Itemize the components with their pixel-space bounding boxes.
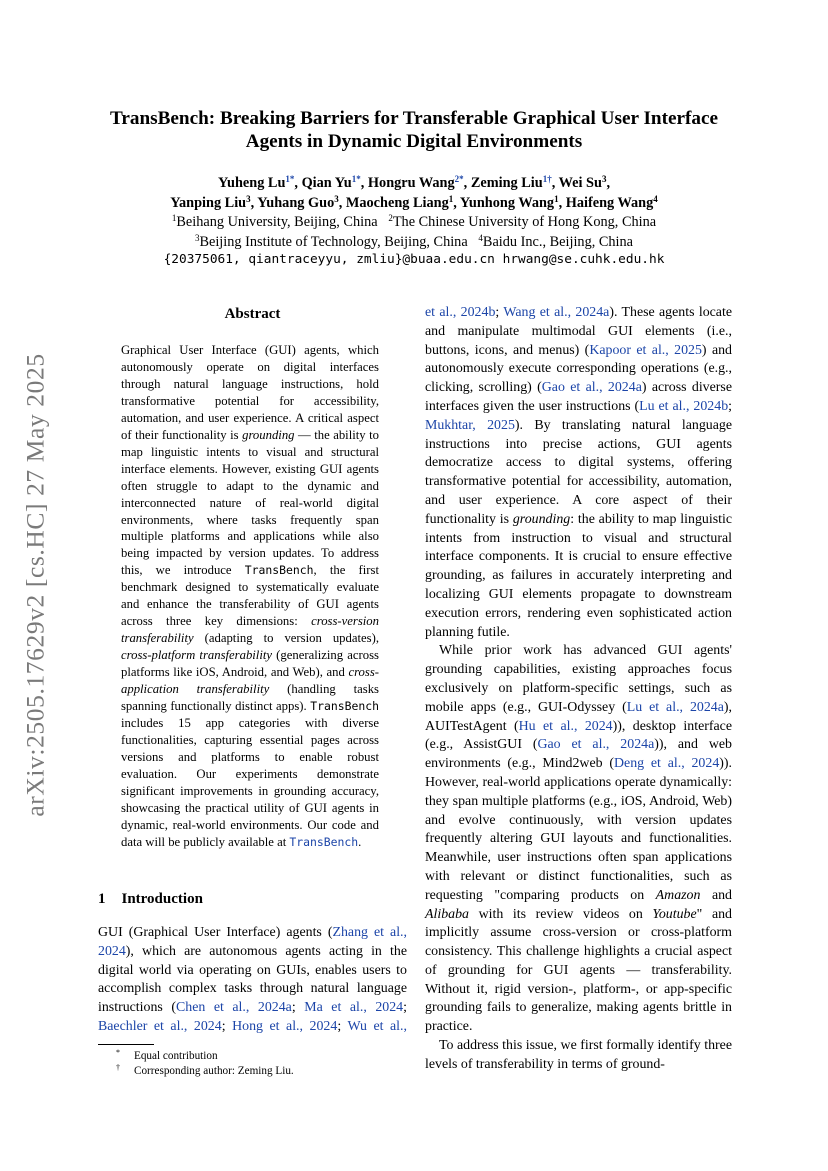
- intro-text: )). However, real-world applications operate dynamically: they span multiple platforms (e.g., iOS, Android, Web) and evolve continuously, with version updates frequently altering GUI layouts and functionalities. Meanwhile, user instructions often span applications with relevant or distinct functionalities, such as requesting "comparing products on: [425, 756, 733, 903]
- section-title: Introduction: [121, 891, 203, 907]
- arxiv-id: arXiv:2505.17629v2 [cs.HC] 27 May 2025: [21, 353, 50, 817]
- right-column: [425, 304, 732, 1075]
- footnote-1: [116, 1049, 218, 1063]
- paper-title: [80, 107, 748, 153]
- author-sup: 3: [601, 174, 607, 184]
- intro-text: ;: [728, 398, 732, 414]
- intro-text: ). By translating natural language instructions into precise actions, GUI agents democratize access to digital systems, offering transformative potential for accessibility, automation, and user experience. A core aspect of their functionality is: [425, 417, 732, 527]
- affiliation: Beijing Institute of Technology, Beijing, China: [199, 234, 468, 250]
- intro-text: " and implicitly assume cross-version or cross-platform consistency. This challenge highlights a crucial aspect of grounding for GUI agents — transferability. Without it, rigid version-, platform-, or app-specific grounding fails to generalize, making agents brittle in practice.: [425, 906, 733, 1035]
- author-sup: 1*: [351, 174, 361, 184]
- benchmark-name: TransBench: [310, 699, 379, 714]
- affiliations-line-2: [80, 232, 748, 252]
- author-list: [80, 173, 748, 213]
- citation-link[interactable]: Zhang et al., 2024: [98, 925, 407, 959]
- author-sup: 1*: [285, 174, 295, 184]
- author-name: Yanping Liu: [170, 195, 247, 211]
- intro-text: ;: [403, 1000, 407, 1016]
- citation-link[interactable]: Baechler et al., 2024: [98, 1018, 222, 1034]
- affiliation: Baidu Inc., Beijing, China: [482, 234, 634, 250]
- intro-emph: Amazon: [655, 887, 701, 903]
- email-group-1: {20375061, qiantraceyyu, zmliu}@buaa.edu.cn: [163, 252, 495, 267]
- introduction-heading: [98, 891, 203, 908]
- author-sup: 1: [554, 194, 559, 204]
- intro-text: GUI (Graphical User Interface) agents (: [98, 925, 333, 940]
- author-name: Zeming Liu: [470, 175, 543, 191]
- abstract-text: (generalizing across platforms like iOS, Android, and Web), and: [121, 648, 379, 680]
- abstract-body: [121, 342, 379, 851]
- footnote-2: [116, 1064, 294, 1078]
- intro-text: ;: [495, 305, 504, 320]
- section-number: 1: [98, 891, 106, 907]
- author-name: Yuheng Lu: [217, 175, 286, 191]
- citation-link[interactable]: Deng et al., 2024: [614, 756, 720, 772]
- intro-text: ;: [337, 1018, 348, 1034]
- abstract-emph: cross-version transferability: [121, 614, 379, 646]
- intro-text: While prior work has advanced GUI agents' grounding capabilities, existing approaches focus exclusively on platform-specific settings, such as mobile apps (e.g., GUI-Odyssey (: [425, 643, 732, 715]
- citation-link[interactable]: Chen et al., 2024a: [175, 1000, 292, 1016]
- intro-text: : the ability to map linguistic intents from instruction to visual and structural interface components. It is crucial to ensure effective grounding, as failures in accurately interpreting and localizing GUI elements propagate to downstream execution errors, rendering even sophisticated action planning futile.: [425, 511, 732, 640]
- abstract-text: (handling tasks spanning functionally distinct apps).: [121, 682, 379, 714]
- introduction-paragraph-1-cont: [425, 304, 732, 642]
- abstract-emph: grounding: [242, 427, 295, 442]
- citation-link[interactable]: Gao et al., 2024a: [541, 380, 642, 396]
- authors-line-1: Yuheng $Lu^{1*}$, Qian $Yu^{1*}$, Hongru Wang$^{2*}$, Zeming Liu$^{1\dagger}$, Wei Su$^3$,: [217, 174, 611, 191]
- affil-sup: 2: [388, 213, 393, 223]
- affiliation: The Chinese University of Hong Kong, China: [392, 214, 657, 230]
- abstract-text: Graphical User Interface (GUI) agents, which autonomously operate on digital interfaces through natural language instructions, hold transformative potential for accessibility, automation, and user experience. A critical aspect of their functionality is: [121, 343, 379, 442]
- author-name: Wei Su: [558, 175, 602, 191]
- benchmark-link[interactable]: TransBench: [289, 834, 359, 849]
- citation-link[interactable]: Hong et al., 2024: [232, 1018, 338, 1034]
- citation-link[interactable]: Hu et al., 2024: [518, 718, 613, 734]
- intro-text: ;: [291, 1000, 305, 1016]
- intro-text: ), which are autonomous agents acting in the digital world via operating on GUIs, enables users to accomplish complex tasks through natural language instructions (: [98, 943, 407, 1016]
- title-line-2: Agents in Dynamic Digital Environments: [245, 131, 583, 152]
- intro-text: )), desktop interface (e.g., AssistGUI (: [425, 718, 732, 753]
- title-line-1: TransBench: Breaking Barriers for Transferable Graphical User Interface: [109, 108, 719, 129]
- intro-text: ) and autonomously execute corresponding operations (e.g., clicking, scrolling) (: [425, 342, 732, 396]
- intro-text: ), AUITestAgent (: [425, 699, 732, 734]
- citation-link[interactable]: et al., 2024b: [425, 305, 496, 320]
- citation-link[interactable]: Lu et al., 2024a: [626, 699, 724, 715]
- footnote-rule: [98, 1044, 154, 1045]
- affil-sup: 3: [194, 233, 200, 243]
- intro-emph: Youtube: [652, 906, 697, 922]
- email-group-2: hrwang@se.cuhk.edu.hk: [502, 252, 665, 267]
- introduction-paragraph-3: To address this issue, we first formally identify three levels of transferability in terms of ground-: [425, 1038, 732, 1072]
- abstract-text: .: [358, 834, 362, 849]
- benchmark-name: TransBench: [244, 563, 314, 578]
- citation-link[interactable]: Lu et al., 2024b: [639, 398, 729, 414]
- author-sup: 1†: [542, 174, 552, 184]
- introduction-paragraph-2: [425, 642, 732, 1037]
- author-sup: 3: [246, 194, 251, 204]
- intro-text: ;: [221, 1018, 233, 1034]
- intro-text: with its review videos on: [469, 906, 653, 922]
- footnote-mark: *: [116, 1048, 120, 1057]
- introduction-paragraph-1-start: [98, 924, 407, 1035]
- citation-link[interactable]: Ma et al., 2024: [304, 1000, 404, 1016]
- citation-link[interactable]: Gao et al., 2024a: [537, 737, 655, 753]
- author-name: Qian Yu: [301, 175, 352, 191]
- affiliations-line-1: [80, 212, 748, 232]
- author-sup: 3: [334, 194, 339, 204]
- intro-emph: grounding: [512, 511, 571, 527]
- intro-text: )), and web environments (e.g., Mind2web (: [425, 737, 732, 772]
- author-name: Yunhong Wang: [459, 195, 555, 211]
- citation-link[interactable]: Wu et al.,: [347, 1018, 407, 1034]
- arxiv-sidebar: [14, 320, 58, 850]
- abstract-text: includes 15 app categories with diverse functionalities, capturing essential pages across versions and platforms to enable robust evaluation. Our experiments demonstrate significant improvements in grounding accuracy, showcasing the practical utility of GUI agents in dynamic, real-world environments. Our code and data will be publicly available at: [121, 715, 379, 849]
- citation-link[interactable]: Wang et al., 2024a: [503, 305, 610, 320]
- affil-sup: 1: [171, 213, 177, 223]
- intro-text: ). These agents locate and manipulate multimodal GUI elements (i.e., buttons, icons, and menus) (: [425, 305, 732, 358]
- abstract-text: — the ability to map linguistic intents to visual and structural interface elements. However, existing GUI agents often struggle to adapt to the dynamic and interconnected nature of real-world digital environments, where tasks frequently span multiple platforms and applications while also being impacted by version updates. To address this, we introduce: [121, 427, 379, 578]
- authors-line-2: Yanping Liu$^3$, Yuhang Guo$^3$, Maocheng Liang$^1$, Yunhong Wang$^1$, Haifeng Wang$^4$: [170, 194, 658, 211]
- intro-text: and: [700, 887, 732, 903]
- abstract-emph: cross-platform transferability: [121, 648, 273, 663]
- author-name: Yuhang Guo: [257, 195, 335, 211]
- author-sup: 2*: [454, 174, 464, 184]
- author-sup: 1: [448, 194, 454, 204]
- abstract-text: (adapting to version updates),: [193, 631, 379, 646]
- abstract-text: , the first benchmark designed to systematically evaluate and enhance the transferability of GUI agents across three key dimensions:: [121, 563, 379, 629]
- citation-link[interactable]: Mukhtar, 2025: [425, 417, 515, 433]
- author-name: Maocheng Liang: [345, 195, 449, 211]
- affiliation: Beihang University, Beijing, China: [176, 214, 378, 230]
- abstract-emph: cross-application transferability: [121, 665, 379, 697]
- intro-text: ) across diverse interfaces given the user instructions (: [425, 380, 732, 414]
- intro-emph: Alibaba: [425, 906, 469, 922]
- citation-link[interactable]: Kapoor et al., 2025: [589, 342, 702, 358]
- author-emails: [80, 251, 748, 269]
- footnote-text: Equal contribution: [134, 1050, 218, 1062]
- abstract-heading: Abstract: [224, 306, 281, 322]
- affil-sup: 4: [478, 233, 483, 243]
- author-sup: 4: [653, 194, 658, 204]
- affiliations: [80, 212, 748, 252]
- footnote-mark: †: [116, 1063, 120, 1072]
- author-name: Hongru Wang: [367, 175, 455, 191]
- author-name: Haifeng Wang: [565, 195, 654, 211]
- footnote-text: Corresponding author: Zeming Liu.: [134, 1065, 294, 1077]
